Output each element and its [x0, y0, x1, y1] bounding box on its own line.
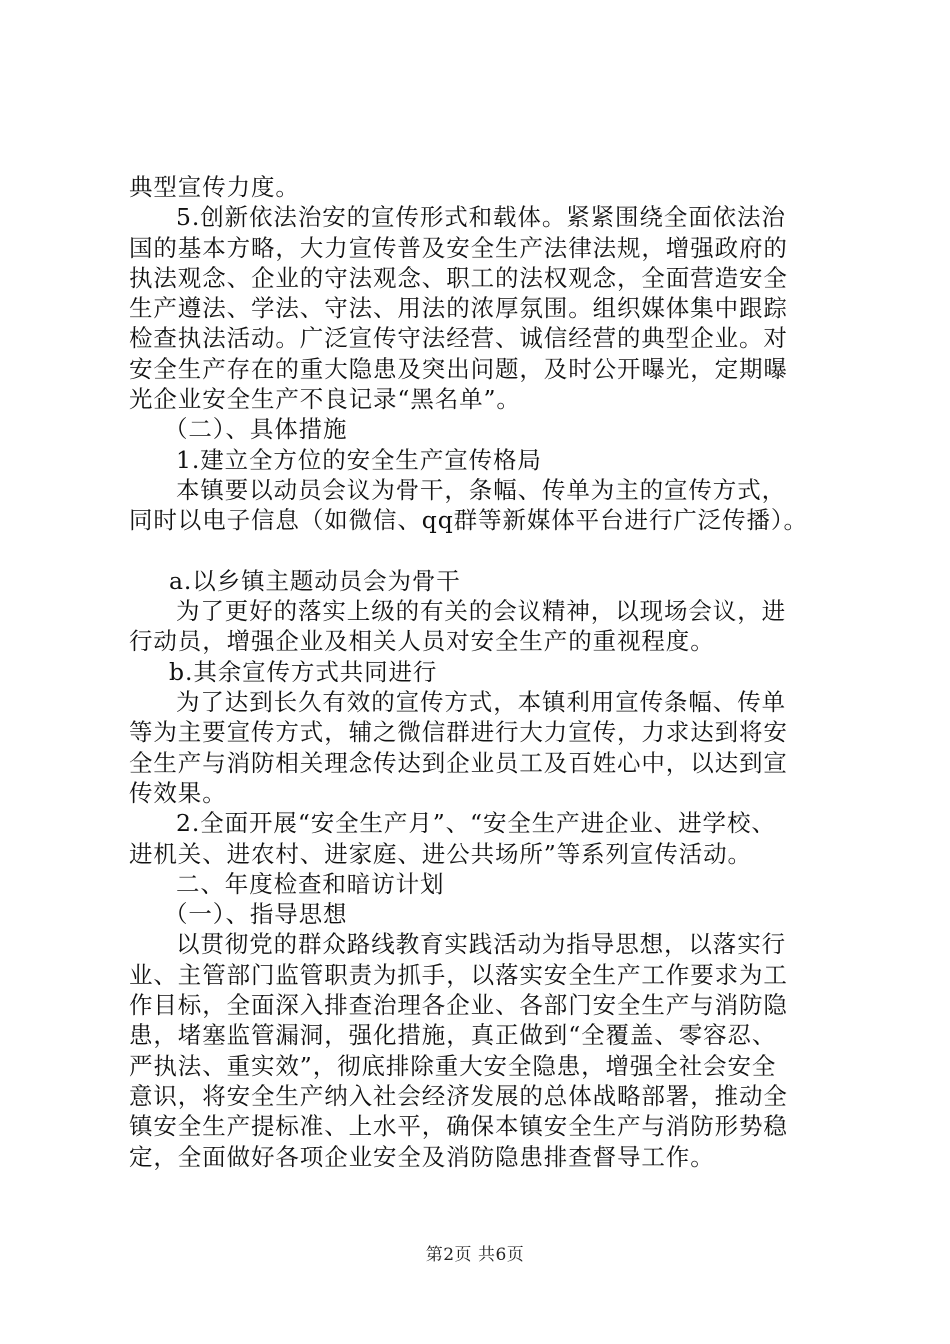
- paragraph-line: 进机关、进农村、进家庭、进公共场所”等系列宣传活动。: [129, 839, 752, 868]
- paragraph-line: 执法观念、企业的守法观念、职工的法权观念，全面营造安全: [129, 263, 788, 292]
- section-heading: （二）、具体措施: [164, 415, 348, 444]
- paragraph-line: 镇安全生产提标准、上水平，确保本镇安全生产与消防形势稳: [129, 1112, 788, 1141]
- paragraph-line: 等为主要宣传方式，辅之微信群进行大力宣传，力求达到将安: [129, 718, 788, 747]
- paragraph-line: 行动员，增强企业及相关人员对安全生产的重视程度。: [129, 627, 715, 656]
- subsection-heading: b.其余宣传方式共同进行: [169, 657, 438, 686]
- paragraph-line: 作目标，全面深入排查治理各企业、各部门安全生产与消防隐: [129, 991, 788, 1020]
- paragraph-line: 光企业安全生产不良记录“黑名单”。: [129, 385, 521, 414]
- paragraph-line: 生产遵法、学法、守法、用法的浓厚氛围。组织媒体集中跟踪: [129, 294, 788, 323]
- paragraph-line: 同时以电子信息（如微信、qq群等新媒体平台进行广泛传播）。: [129, 506, 808, 535]
- paragraph-line: 业、主管部门监管职责为抓手，以落实安全生产工作要求为工: [129, 960, 788, 989]
- paragraph-line: 全生产与消防相关理念传达到企业员工及百姓心中，以达到宣: [129, 748, 788, 777]
- subsection-heading: a.以乡镇主题动员会为骨干: [169, 566, 461, 595]
- paragraph-line: 患，堵塞监管漏洞，强化措施，真正做到“全覆盖、零容忍、: [129, 1021, 777, 1050]
- paragraph-line: 2.全面开展“安全生产月”、“安全生产进企业、进学校、: [176, 809, 776, 838]
- blank-line: [129, 536, 829, 566]
- paragraph-line: 国的基本方略，大力宣传普及安全生产法律法规，增强政府的: [129, 233, 788, 262]
- section-heading: 二、年度检查和暗访计划: [176, 869, 445, 898]
- paragraph-line: 安全生产存在的重大隐患及突出问题，及时公开曝光，定期曝: [129, 354, 788, 383]
- paragraph-line: 以贯彻党的群众路线教育实践活动为指导思想，以落实行: [176, 930, 786, 959]
- document-body: [129, 172, 829, 1172]
- paragraph-line: 定，全面做好各项企业安全及消防隐患排查督导工作。: [129, 1142, 715, 1171]
- paragraph-line: 典型宣传力度。: [129, 173, 300, 201]
- page-number-footer: 第2页 共6页: [425, 1245, 525, 1265]
- subsection-heading: 1.建立全方位的安全生产宣传格局: [176, 445, 542, 474]
- paragraph-line: 为了达到长久有效的宣传方式，本镇利用宣传条幅、传单: [176, 688, 786, 717]
- paragraph-line: 检查执法活动。广泛宣传守法经营、诚信经营的典型企业。对: [129, 324, 788, 353]
- paragraph-line: 5.创新依法治安的宣传形式和载体。紧紧围绕全面依法治: [176, 203, 786, 232]
- paragraph-line: 本镇要以动员会议为骨干，条幅、传单为主的宣传方式，: [176, 475, 786, 504]
- paragraph-line: 传效果。: [129, 778, 227, 807]
- paragraph-line: 严执法、重实效”，彻底排除重大安全隐患，增强全社会安全: [129, 1051, 777, 1080]
- section-heading: （一）、指导思想: [164, 900, 348, 929]
- paragraph-line: 意识，将安全生产纳入社会经济发展的总体战略部署，推动全: [129, 1081, 788, 1110]
- paragraph-line: 为了更好的落实上级的有关的会议精神，以现场会议，进: [176, 597, 786, 626]
